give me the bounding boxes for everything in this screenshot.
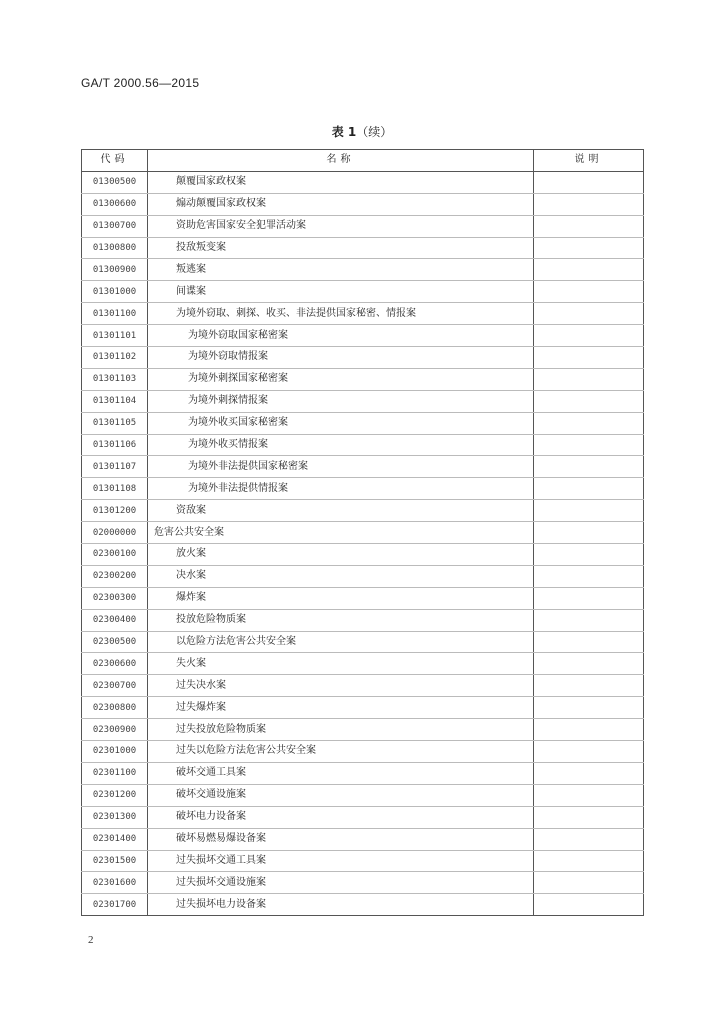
row-note (534, 412, 644, 434)
row-note (534, 894, 644, 916)
row-name: 投敌叛变案 (148, 237, 534, 259)
table-row (82, 741, 644, 763)
row-name: 资敌案 (148, 500, 534, 522)
row-code: 01300600 (82, 193, 148, 215)
table-row (82, 631, 644, 653)
row-note (534, 850, 644, 872)
table-row (82, 390, 644, 412)
row-code: 01301100 (82, 303, 148, 325)
table-row (82, 500, 644, 522)
row-note (534, 390, 644, 412)
row-name: 叛逃案 (148, 259, 534, 281)
row-name: 过失损坏交通工具案 (148, 850, 534, 872)
row-note (534, 806, 644, 828)
table-row (82, 806, 644, 828)
row-note (534, 697, 644, 719)
standard-identifier: GA/T 2000.56—2015 (81, 76, 200, 90)
row-note (534, 872, 644, 894)
row-code: 01301106 (82, 434, 148, 456)
row-name: 以危险方法危害公共安全案 (148, 631, 534, 653)
row-note (534, 828, 644, 850)
row-code: 01301102 (82, 347, 148, 369)
table-header-row (82, 150, 644, 172)
case-code-table (81, 149, 644, 916)
row-code: 02300100 (82, 544, 148, 566)
row-name: 为境外窃取情报案 (148, 347, 534, 369)
row-name: 放火案 (148, 544, 534, 566)
row-code: 01300500 (82, 171, 148, 193)
row-code: 01301101 (82, 325, 148, 347)
column-header-code: 代码 (82, 150, 148, 172)
row-code: 01301107 (82, 456, 148, 478)
table-row (82, 762, 644, 784)
row-code: 02301100 (82, 762, 148, 784)
table-row (82, 784, 644, 806)
page-number: 2 (88, 934, 94, 946)
row-code: 02300800 (82, 697, 148, 719)
row-name: 为境外收买情报案 (148, 434, 534, 456)
table-row (82, 522, 644, 544)
row-name: 破坏交通工具案 (148, 762, 534, 784)
row-note (534, 741, 644, 763)
table-row (82, 609, 644, 631)
row-note (534, 281, 644, 303)
row-name: 失火案 (148, 653, 534, 675)
row-code: 02300300 (82, 587, 148, 609)
table-row (82, 850, 644, 872)
row-name: 投放危险物质案 (148, 609, 534, 631)
row-name: 为境外窃取国家秘密案 (148, 325, 534, 347)
column-header-note: 说明 (534, 150, 644, 172)
table-row (82, 675, 644, 697)
row-code: 02300600 (82, 653, 148, 675)
row-name: 资助危害国家安全犯罪活动案 (148, 215, 534, 237)
row-code: 01300800 (82, 237, 148, 259)
table-row (82, 565, 644, 587)
row-code: 01301103 (82, 368, 148, 390)
row-name: 破坏易燃易爆设备案 (148, 828, 534, 850)
table-row (82, 719, 644, 741)
row-note (534, 237, 644, 259)
row-code: 02301300 (82, 806, 148, 828)
row-name: 过失决水案 (148, 675, 534, 697)
row-name: 过失以危险方法危害公共安全案 (148, 741, 534, 763)
row-name: 决水案 (148, 565, 534, 587)
row-name: 过失损坏电力设备案 (148, 894, 534, 916)
table-body (82, 171, 644, 915)
row-code: 02300400 (82, 609, 148, 631)
table-row (82, 697, 644, 719)
table-row (82, 303, 644, 325)
row-name: 破坏电力设备案 (148, 806, 534, 828)
row-name: 破坏交通设施案 (148, 784, 534, 806)
row-name: 颠覆国家政权案 (148, 171, 534, 193)
table-row (82, 259, 644, 281)
table-row (82, 412, 644, 434)
row-code: 02301200 (82, 784, 148, 806)
row-code: 02301000 (82, 741, 148, 763)
row-name: 过失投放危险物质案 (148, 719, 534, 741)
row-note (534, 631, 644, 653)
row-note (534, 171, 644, 193)
row-code: 02000000 (82, 522, 148, 544)
row-code: 01301105 (82, 412, 148, 434)
table-row (82, 544, 644, 566)
row-note (534, 675, 644, 697)
row-note (534, 762, 644, 784)
row-note (534, 522, 644, 544)
row-name: 为境外刺探国家秘密案 (148, 368, 534, 390)
table-row (82, 215, 644, 237)
row-name: 爆炸案 (148, 587, 534, 609)
row-code: 02300500 (82, 631, 148, 653)
table-row (82, 478, 644, 500)
row-name: 为境外刺探情报案 (148, 390, 534, 412)
row-code: 02301500 (82, 850, 148, 872)
row-note (534, 500, 644, 522)
table-row (82, 171, 644, 193)
row-name: 过失损坏交通设施案 (148, 872, 534, 894)
table-row (82, 237, 644, 259)
row-note (534, 719, 644, 741)
row-note (534, 565, 644, 587)
row-note (534, 587, 644, 609)
row-note (534, 347, 644, 369)
table-caption (0, 123, 724, 140)
row-note (534, 609, 644, 631)
row-code: 01300700 (82, 215, 148, 237)
row-note (534, 368, 644, 390)
table-row (82, 281, 644, 303)
table-row (82, 368, 644, 390)
row-note (534, 215, 644, 237)
table-row (82, 456, 644, 478)
row-name: 煽动颠覆国家政权案 (148, 193, 534, 215)
row-name: 为境外收买国家秘密案 (148, 412, 534, 434)
row-note (534, 193, 644, 215)
row-code: 01301104 (82, 390, 148, 412)
row-name: 危害公共安全案 (148, 522, 534, 544)
table-row (82, 587, 644, 609)
table-caption-title: 表 1 (331, 125, 357, 139)
table-row (82, 828, 644, 850)
row-code: 02300700 (82, 675, 148, 697)
table-row (82, 872, 644, 894)
row-note (534, 456, 644, 478)
row-name: 过失爆炸案 (148, 697, 534, 719)
row-note (534, 303, 644, 325)
row-name: 为境外非法提供情报案 (148, 478, 534, 500)
table-row (82, 434, 644, 456)
row-name: 间谍案 (148, 281, 534, 303)
table-row (82, 653, 644, 675)
row-code: 01301200 (82, 500, 148, 522)
row-note (534, 784, 644, 806)
table-caption-continued: （续） (356, 125, 393, 139)
row-note (534, 259, 644, 281)
row-code: 02300200 (82, 565, 148, 587)
column-header-name: 名称 (148, 150, 534, 172)
table-row (82, 894, 644, 916)
row-name: 为境外窃取、刺探、收买、非法提供国家秘密、情报案 (148, 303, 534, 325)
row-code: 01300900 (82, 259, 148, 281)
row-code: 02301400 (82, 828, 148, 850)
row-note (534, 653, 644, 675)
row-note (534, 434, 644, 456)
table-row (82, 325, 644, 347)
table-row (82, 347, 644, 369)
row-name: 为境外非法提供国家秘密案 (148, 456, 534, 478)
row-code: 01301000 (82, 281, 148, 303)
row-code: 02301600 (82, 872, 148, 894)
row-code: 01301108 (82, 478, 148, 500)
row-note (534, 544, 644, 566)
row-code: 02301700 (82, 894, 148, 916)
row-note (534, 325, 644, 347)
row-note (534, 478, 644, 500)
row-code: 02300900 (82, 719, 148, 741)
table-row (82, 193, 644, 215)
